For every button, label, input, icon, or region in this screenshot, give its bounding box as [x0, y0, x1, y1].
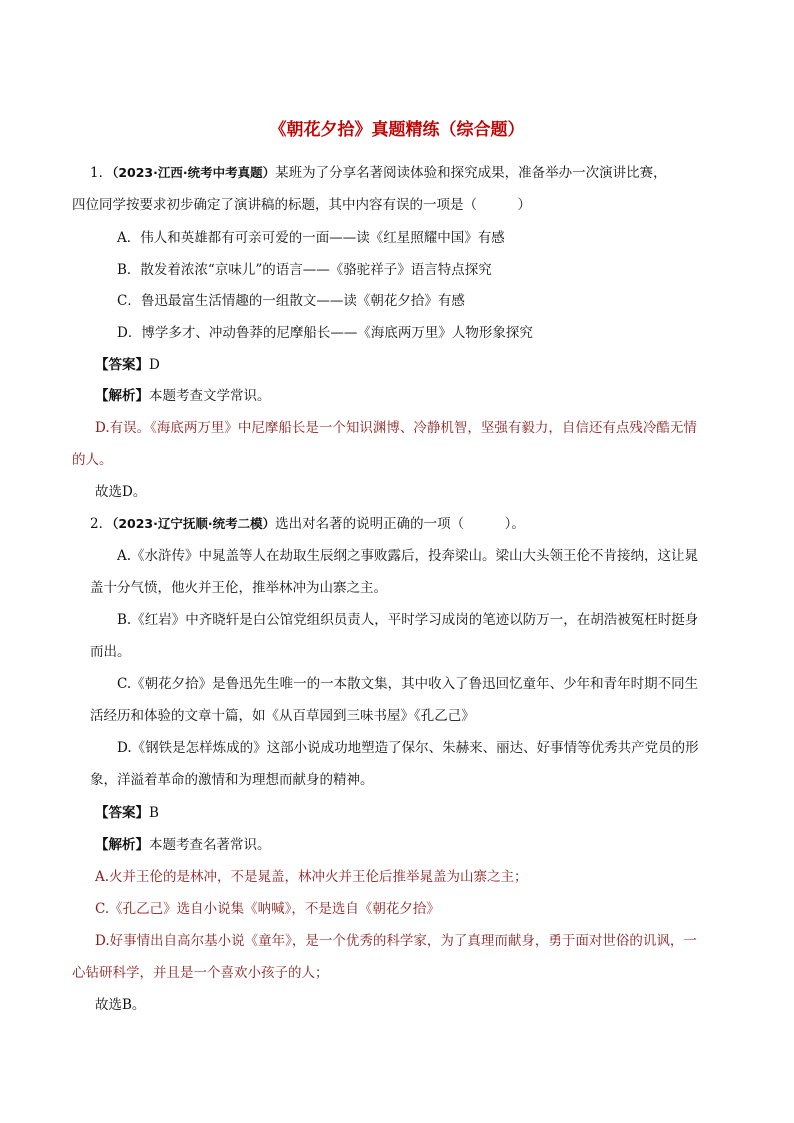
analysis-text: 本题考查文学常识。 — [149, 388, 271, 404]
option-d: D．博学多才、冲动鲁莽的尼摩船长——《海底两万里》人物形象探究 — [117, 325, 533, 341]
question-text: 某班为了分享名著阅读体验和探究成果，准备举办一次演讲比赛， — [275, 165, 667, 181]
conclusion: 故选D。 — [95, 484, 147, 500]
analysis-tag: 【解析】 — [95, 388, 149, 404]
option-c-cont: 活经历和体验的文章十篇，如《从百草园到三味书屋》《孔乙己》 — [90, 708, 475, 724]
option-a: A．伟人和英雄都有可亲可爱的一面——读《红星照耀中国》有感 — [117, 230, 505, 246]
question-1-stem — [90, 163, 667, 183]
option-a-cont: 盖十分气愤，他火并王伦，推举林冲为山寨之主。 — [90, 580, 387, 596]
option-b: B.《红岩》中齐晓轩是白公馆党组织员责人，平时学习成岗的笔迹以防万一，在胡浩被冤枉时挺身 — [117, 612, 699, 628]
question-number: 2． — [90, 516, 113, 532]
question-source: （2023·江西·统考中考真题） — [112, 165, 276, 180]
answer-value: D — [149, 357, 160, 373]
answer-tag: 【答案】 — [95, 805, 149, 821]
analysis-detail-a: A.火并王伦的是林冲，不是晁盖，林冲火并王伦后推举晁盖为山寨之主； — [95, 869, 528, 885]
option-b-cont: 而出。 — [90, 644, 131, 660]
answer-tag: 【答案】 — [95, 357, 149, 373]
analysis-detail: D.有误。《海底两万里》中尼摩船长是一个知识渊博、冷静机智，坚强有毅力，自信还有点残冷酷无情 — [95, 420, 697, 436]
option-d: D.《钢铁是怎样炼成的》这部小说成功地塑造了保尔、朱赫来、丽达、好事情等优秀共产党员的形 — [117, 740, 699, 756]
option-c: C.《朝花夕拾》是鲁迅先生唯一的一本散文集，其中收入了鲁迅回忆童年、少年和青年时期不同生 — [117, 676, 699, 692]
analysis-detail-c: C.《孔乙己》选自小说集《呐喊》，不是选自《朝花夕拾》 — [95, 901, 440, 917]
answer-value: B — [149, 805, 159, 821]
option-c: C．鲁迅最富生活情趣的一组散文——读《朝花夕拾》有感 — [117, 293, 465, 309]
question-2-stem — [90, 514, 525, 534]
option-d-cont: 象，洋溢着革命的激情和为理想而献身的精神。 — [90, 772, 374, 788]
question-source: （2023·辽宁抚顺·统考二模） — [112, 516, 276, 531]
analysis-detail-d-cont: 心钻研科学，并且是一个喜欢小孩子的人； — [72, 965, 329, 981]
answer-line — [95, 803, 159, 823]
answer-line — [95, 355, 160, 375]
analysis-line — [95, 386, 271, 406]
question-1-stem-cont: 四位同学按要求初步确定了演讲稿的标题，其中内容有误的一项是（ ） — [72, 197, 531, 213]
analysis-detail-cont: 的人。 — [72, 452, 113, 468]
analysis-line — [95, 835, 271, 855]
conclusion: 故选B。 — [95, 997, 146, 1013]
question-text: 选出对名著的说明正确的一项（ ）。 — [275, 516, 525, 532]
page-title: 《朝花夕拾》真题精练（综合题） — [269, 120, 525, 140]
analysis-text: 本题考查名著常识。 — [149, 837, 271, 853]
option-a: A.《水浒传》中晁盖等人在劫取生辰纲之事败露后，投奔梁山。梁山大头领王伦不肯接纳，这让晁 — [117, 548, 699, 564]
question-number: 1． — [90, 165, 113, 181]
option-b: B．散发着浓浓“京味儿”的语言——《骆驼祥子》语言特点探究 — [117, 262, 492, 278]
analysis-detail-d: D.好事情出自高尔基小说《童年》，是一个优秀的科学家，为了真理而献身，勇于面对世俗的讥讽，一 — [95, 933, 697, 949]
analysis-tag: 【解析】 — [95, 837, 149, 853]
